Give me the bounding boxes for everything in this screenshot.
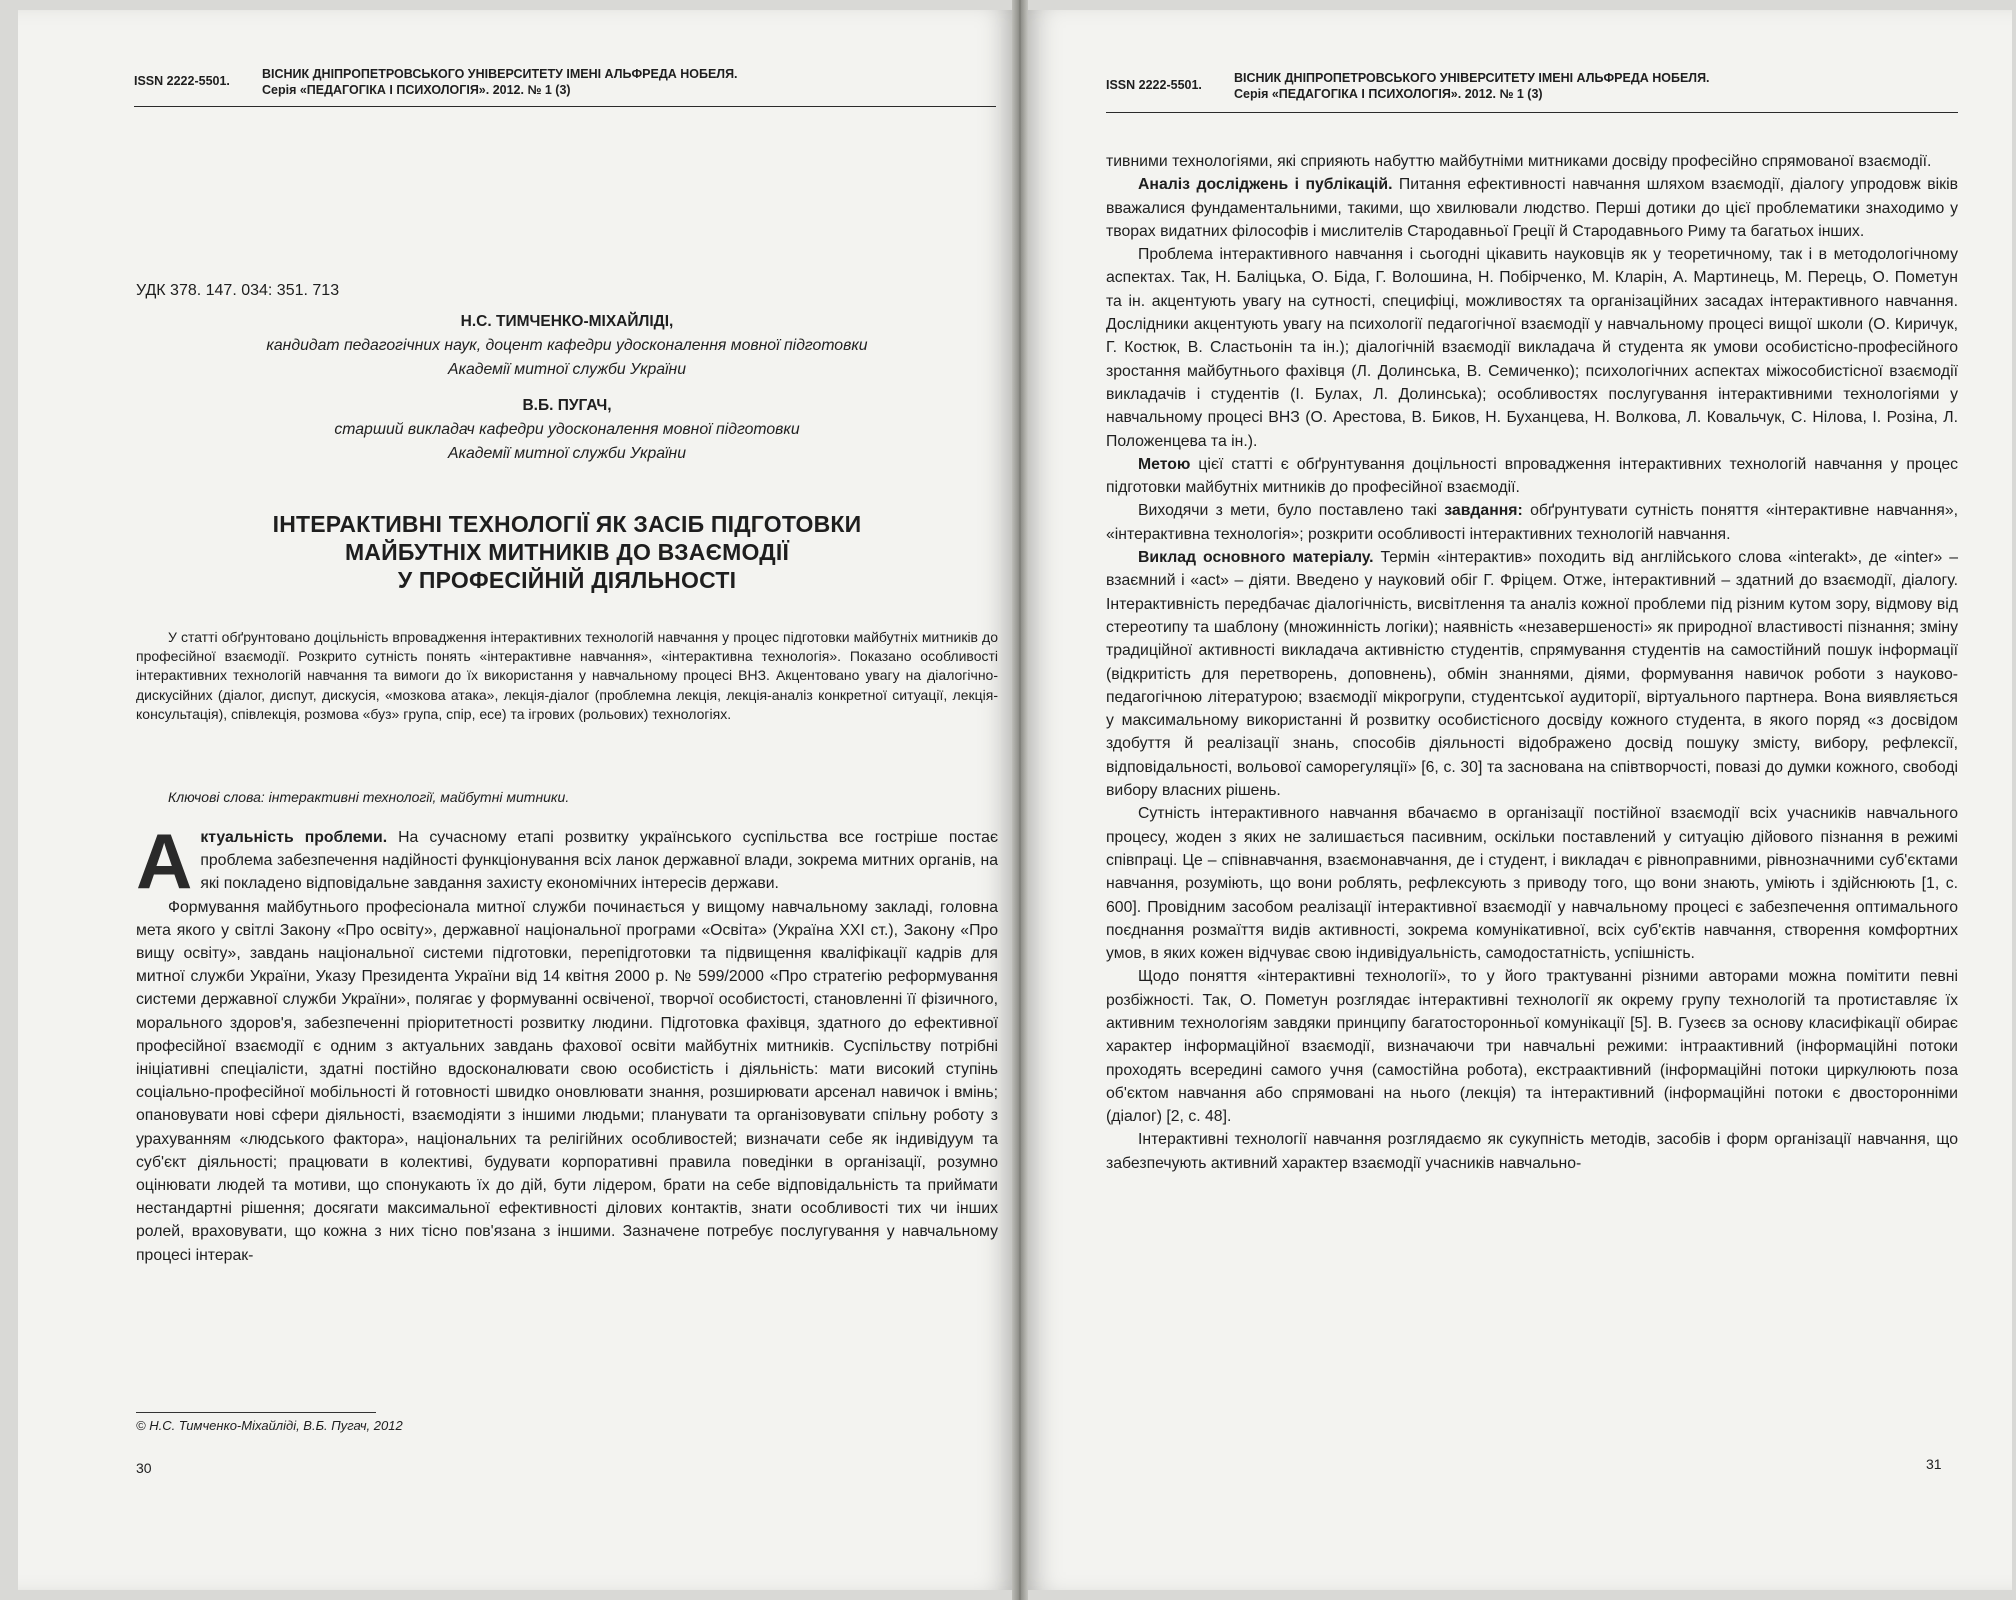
author-2-affiliation-2: Академії митної служби України [447,445,687,462]
journal-line-1: ВІСНИК ДНІПРОПЕТРОВСЬКОГО УНІВЕРСИТЕТУ ІМЕНІ АЛЬФРЕДА НОБЕЛЯ. [1234,71,1710,85]
paragraph-3: Проблема інтерактивного навчання і сьогодні цікавить науковців як у теоретичному, так і в методологічному аспектах. Так, Н. Баліцька, О. Біда, Г. Волошина, Н. Побірченко, М. Кларін, А. Мартинець, М. Перець, О. Пометун та ін. акцентують увагу на сутності, специфіці, можливостях та організаційних засадах інтерактивного навчання. Дослідники акцентують увагу на психології педагогічної взаємодії у навчальному процесі вищої школи (О. Киричук, Г. Костюк, В. Сластьонін та ін.); діалогічній взаємодії викладача й студента як умови особистісно-професійного зростання майбутнього фахівця (Л. Долинська, В. Семиченко); психологічних аспектах міжособистісної взаємодії викладачів і студентів (І. Булах, Л. Долинська); особливостях послугування інтерактивними технологіями у навчальному процесі ВНЗ (О. Арестова, В. Биков, Н. Буханцева, Н. Волкова, Л. Ковальчук, С. Нілова, І. Розіна, Л. Положенцева та ін.). [1106,246,1958,450]
aim-lead: Метою [1138,455,1191,473]
left-page [18,10,1018,1590]
paragraph-8: Щодо поняття «інтерактивні технології», то у його трактуванні різними авторами можна помітити певні розбіжності. Так, О. Пометун розглядає інтерактивні технології як окрему групу технологій та протиставляє їх активним технологіям завдяки принципу багатосторонньої комунікації [5]. В. Гузеєв за основу класифікації обирає характер інформаційної взаємодії, визначаючи три навчальні режими: інтраактивний (інформаційні потоки проходять всередині самого учня (самостійна робота), екстраактивний (інформаційні потоки циркулюють поза об'єктом навчання або спрямовані на нього (лекція) та інтерактивний (інформаційні потоки є двосторонніми (діалог) [2, с. 48]. [1106,968,1958,1126]
author-1-affiliation-1: кандидат педагогічних наук, доцент кафедри удосконалення мовної підготовки [266,337,868,354]
paragraph-aim [1106,453,1958,500]
authors-block [136,310,998,466]
author-1-name: Н.С. ТИМЧЕНКО-МІХАЙЛІДІ, [460,313,674,330]
title-line-2: МАЙБУТНІХ МИТНИКІВ ДО ВЗАЄМОДІЇ [344,539,790,565]
tasks-lead: завдання: [1444,502,1523,520]
book-gutter [1012,0,1028,1600]
copyright-footnote: © Н.С. Тимченко-Міхайліді, В.Б. Пугач, 2012 [136,1418,403,1433]
paragraph-main [1106,546,1958,802]
paragraph-9: Інтерактивні технології навчання розглядаємо як сукупність методів, засобів і форм організації навчання, що забезпечують активний характер взаємодії учасників навчально- [1106,1131,1958,1172]
drop-cap: А [136,817,193,905]
issn: ISSN 2222-5501. [134,74,230,88]
abstract [136,628,998,724]
page-number-right: 31 [1926,1456,1942,1472]
udk-code: УДК 378. 147. 034: 351. 713 [136,282,340,299]
header-rule [134,106,996,107]
intro-lead: ктуальність проблеми. [200,829,388,846]
journal-line-2: Серія «ПЕДАГОГІКА І ПСИХОЛОГІЯ». 2012. № 1 (3) [1234,87,1543,101]
tasks-pre: Виходячи з мети, було поставлено такі [1138,502,1445,520]
keywords-text: Ключові слова: інтерактивні технології, майбутні митники. [168,789,570,805]
journal-line-1: ВІСНИК ДНІПРОПЕТРОВСЬКОГО УНІВЕРСИТЕТУ ІМЕНІ АЛЬФРЕДА НОБЕЛЯ. [262,67,738,81]
page-number-left: 30 [136,1460,152,1476]
journal-title [1234,70,1710,102]
body-text-left [136,817,999,1386]
article-title [136,510,998,594]
journal-line-2: Серія «ПЕДАГОГІКА І ПСИХОЛОГІЯ». 2012. № 1 (3) [262,83,571,97]
body-text-right [1106,150,1958,1440]
main-lead: Виклад основного матеріалу. [1138,549,1374,567]
paragraph-tasks [1106,499,1958,546]
journal-title [262,66,738,98]
paragraph-7: Сутність інтерактивного навчання вбачаємо в організації постійної взаємодії всіх учасників навчального процесу, жоден з яких не залишається пасивним, оскільки поставлений у ситуацію дійового пізнання в режимі співпраці. Це – співнавчання, взаємонавчання, де і студент, і викладач є рівноправними, рівнозначними суб'єктами навчання, розуміють, що вони роблять, рефлексують з приводу того, що вони знають, уміють і здійснюють [1, с. 600]. Провідним засобом реалізації інтерактивної взаємодії у навчальному процесі є забезпечення оптимального поєднання розмаїття видів активності, зокрема комунікативної, всіх суб'єктів навчання, створення комфортних умов, в яких кожен відчуває свою індивідуальність, самодостатність, успішність. [1106,805,1958,963]
paragraph-2: Формування майбутнього професіонала митної служби починається у вищому навчальному закладі, головна мета якого у світлі Закону «Про освіту», державної національної програми «Освіта» (Україна XXI ст.), Закону «Про вищу освіту», завдань національної системи підготовки, перепідготовки та підвищення кваліфікації кадрів для митної служби України, Указу Президента України від 14 квітня 2000 р. № 599/2000 «Про стратегію реформування системи державної служби України», полягає у формуванні освіченої, творчої особистості, становленні її фізичного, морального здоров'я, забезпеченні пріоритетності розвитку людини. Підготовка фахівця, здатного до ефективної професійної взаємодії є одним з актуальних завдань фахової освіти майбутніх митників. Суспільству потрібні ініціативні спеціалісти, здатні постійно вдосконалювати свою особистість і діяльність: мати високий ступінь соціально-професійної мобільності й готовності швидко оновлювати знання, розширювати арсенал навичок і вмінь; опановувати нові сфери діяльності, взаємодіяти з іншими людьми; планувати та організовувати спільну роботу з урахуванням «людського фактора», національних та релігійних особливостей; визначати себе як індивідуум та суб'єкт діяльності; працювати в колективі, будувати корпоративні правила поведінки в організації, розумно оцінювати людей та мотиви, що спонукають їх до дій, бути лідером, брати на себе відповідальність та приймати нестандартні рішення; досягати максимальної ефективності ділових контактів, знати особливості тих чи інших ролей, враховувати, що кожна з них тісно пов'язана з іншими. Зазначене потребує послугування у навчальному процесі інтерак- [136,898,998,1264]
issn: ISSN 2222-5501. [1106,78,1202,92]
abstract-text: У статті обґрунтовано доцільність впровадження інтерактивних технологій навчання у процес підготовки майбутніх митників до професійної взаємодії. Розкрито сутність понять «інтерактивне навчання», «інтерактивна технологія». Показано особливості інтерактивних технологій навчання та вимоги до їх використання у навчальному процесі ВНЗ. Акцентовано увагу на діалогічно-дискусійних (діалог, диспут, дискусія, «мозкова атака», лекція-діалог (проблемна лекція, лекція-аналіз конкретної ситуації, лекція-консультація), співлекція, розмова «буз» група, спір, есе) та ігрових (рольових) технологіях. [136,629,998,722]
aim-text: цієї статті є обґрунтування доцільності впровадження інтерактивних технологій навчання у процес підготовки майбутніх митників до професійної взаємодії. [1106,455,1958,497]
intro-paragraph [136,817,999,905]
intro-text: На сучасному етапі розвитку українського суспільства все гостріше постає проблема забезпечення надійності функціонування всіх ланок державної влади, зокрема митних органів, на які покладено відповідальне завдання захисту економічних інтересів держави. [200,829,999,893]
author-1-affiliation-2: Академії митної служби України [447,361,687,378]
paragraph-1: тивними технологіями, які сприяють набуттю майбутніми митниками досвіду професійно спрямованої взаємодії. [1106,153,1932,170]
header-rule [1106,112,1958,113]
author-2-name: В.Б. ПУГАЧ, [522,397,612,414]
analysis-lead: Аналіз досліджень і публікацій. [1138,176,1393,194]
tasks-text: обґрунтувати сутність поняття «інтерактивне навчання», «інтерактивна технологія»; розкрити особливості інтерактивних технологій навчання. [1106,502,1958,543]
analysis-text: Питання ефективності навчання шляхом взаємодії, діалогу упродовж віків вважалися фундаментальними, такими, що хвилювали людство. Перші дотики до цієї проблематики знаходимо у творах видатних філософів і мислителів Стародавньої Греції й Стародавнього Риму та багатьох інших. [1106,176,1958,240]
footnote-rule [136,1412,376,1413]
author-2-affiliation-1: старший викладач кафедри удосконалення мовної підготовки [334,421,800,438]
title-line-3: У ПРОФЕСІЙНІЙ ДІЯЛЬНОСТІ [397,567,737,593]
paragraph-analysis [1106,173,1958,243]
title-line-1: ІНТЕРАКТИВНІ ТЕХНОЛОГІЇ ЯК ЗАСІБ ПІДГОТОВКИ [272,511,862,537]
right-page [1022,10,2012,1590]
main-text: Термін «інтерактив» походить від англійського слова «interakt», де «inter» – взаємний і «act» – діяти. Введено у науковий обіг Г. Фріцем. Отже, інтерактивний – здатний до взаємодії, діалогу. Інтерактивність передбачає діалогічність, висвітлення та аналіз кожної проблеми під різним кутом зору, відмову від стереотипу та шаблону (множинність логіки); наявність «незавершеності» як природної властивості пізнання; зміну традиційної активності викладача активністю студентів, спрямування студентів на самостійний пошук інформації (відкритість для перетворень, доповнень), обмін знаннями, діями, формування навичок роботи з науково-педагогічною літературою; взаємодії мікрогрупи, студентської аудиторії, віртуального партнера. Вона виявляється у максимальному використанні й розвитку особистісного досвіду кожного студента, в якого поряд «з досвідом здобуття й реалізації знань, способів діяльності відображено досвід пошуку змісту, вибору, рефлексії, відповідальності, вольової саморегуляції» [6, с. 30] та заснована на співтворчості, повазі до думки кожного, свободі вибору власних рішень. [1106,549,1959,800]
keywords [168,786,998,809]
